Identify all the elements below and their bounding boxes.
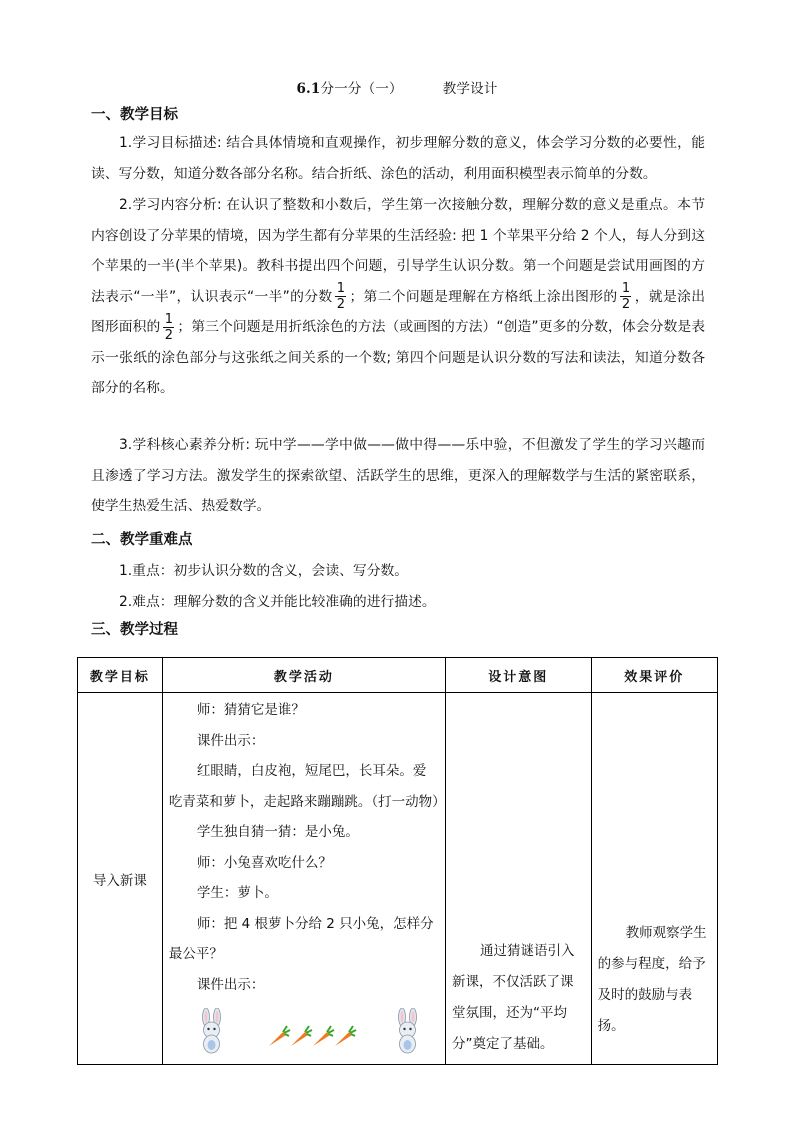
title-name: 分一分（一）	[320, 81, 403, 97]
activity-line: 学生独自猜一猜：是小兔。	[196, 824, 359, 840]
fraction-denominator: 2	[621, 297, 631, 312]
illustration-rabbits-carrots	[169, 1000, 439, 1060]
table-header-row	[78, 658, 718, 693]
rabbit-icon	[391, 1008, 425, 1054]
goal-paragraph-2	[91, 190, 705, 404]
section-heading-process: 三、教学过程	[91, 622, 178, 638]
activity-line: 学生：萝卜。	[196, 885, 278, 901]
fraction-numerator: 1	[621, 281, 631, 296]
fraction-denominator: 2	[164, 327, 174, 343]
fraction-one-half	[620, 282, 631, 311]
goal-paragraph-2-part-b: ；第二个问题是理解在方格纸上涂出图形的	[349, 288, 618, 305]
fraction-one-half	[163, 313, 174, 342]
title-number: 6.1	[296, 81, 321, 97]
activity-line: 师：猜猜它是谁？	[196, 702, 305, 718]
fraction-one-half	[335, 282, 346, 311]
fraction-numerator: 1	[164, 311, 174, 327]
evaluation-text: 教师观察学生的参与程度，给予及时的鼓励与表扬。	[597, 925, 707, 1034]
goal-paragraph-2-part-a: 2.学习内容分析: 在认识了整数和小数后，学生第一次接触分数，理解分数的意义是重点。本节内容创设了分苹果的情境，因为学生都有分苹果的生活经验: 把 1 个苹果平分给 2 个人，每人分到这个苹果的一半(半个苹果)。教科书提出四个问题，引导学生认识分数。第一个问题是尝试用画图的方法表示“一半”，认识表示“一半”的分数	[91, 197, 705, 305]
document-title	[0, 77, 794, 97]
cell-evaluation	[591, 693, 717, 1065]
cell-intent	[446, 693, 592, 1065]
header-goal: 教学目标	[78, 658, 163, 693]
cell-activity	[162, 693, 445, 1065]
activity-line: 红眼睛，白皮袍，短尾巴，长耳朵。爱吃青菜和萝卜，走起路来蹦蹦跳。（打一动物）	[168, 763, 446, 810]
table-row	[78, 693, 718, 1065]
section-heading-goals: 一、教学目标	[91, 107, 178, 123]
title-suffix: 教学设计	[442, 81, 498, 97]
activity-line: 师：小兔喜欢吃什么？	[196, 854, 332, 871]
rabbit-icon	[195, 1008, 229, 1054]
carrots-icon	[265, 1022, 357, 1048]
section-heading-keypoints: 二、教学重难点	[91, 532, 193, 548]
goal-paragraph-1: 1.学习目标描述: 结合具体情境和直观操作，初步理解分数的意义，体会学习分数的必要性，能读、写分数，知道分数各部分名称。结合折纸、涂色的活动，利用面积模型表示简单的分数。	[91, 135, 705, 182]
cell-goal: 导入新课	[78, 693, 163, 1065]
intent-text: 通过猜谜语引入新课，不仅活跃了课堂氛围，还为“平均分”奠定了基础。	[452, 943, 575, 1052]
teaching-process-table	[77, 657, 718, 1065]
goal-paragraph-2-part-d: ；第三个问题是用折纸涂色的方法（或画图的方法）“创造”更多的分数，体会分数是表示一张纸的涂色部分与这张纸之间关系的一个数; 第四个问题是认识分数的写法和读法，知道分数各部分的名称。	[91, 319, 706, 396]
fraction-denominator: 2	[336, 297, 346, 312]
activity-line: 课件出示：	[196, 732, 265, 749]
activity-line: 师：把 4 根萝卜分给 2 只小兔，怎样分最公平？	[168, 915, 434, 962]
header-intent: 设计意图	[446, 658, 592, 693]
header-evaluation: 效果评价	[591, 658, 717, 693]
goal-paragraph-3: 3.学科核心素养分析: 玩中学——学中做——做中得——乐中验，不但激发了学生的学习兴趣而且渗透了学习方法。激发学生的探索欲望、活跃学生的思维，更深入的理解数学与生活的紧密联系，使学生热爱生活、热爱数学。	[91, 437, 705, 514]
goal-paragraph-2-part-c: ，就是涂出图形面积的	[91, 288, 706, 335]
header-activity: 教学活动	[162, 658, 445, 693]
fraction-numerator: 1	[336, 281, 346, 296]
keypoint-2: 2.难点：理解分数的含义并能比较准确的进行描述。	[119, 594, 436, 610]
keypoint-1: 1.重点：初步认识分数的含义，会读、写分数。	[119, 563, 409, 579]
activity-line: 课件出示：	[196, 976, 265, 993]
